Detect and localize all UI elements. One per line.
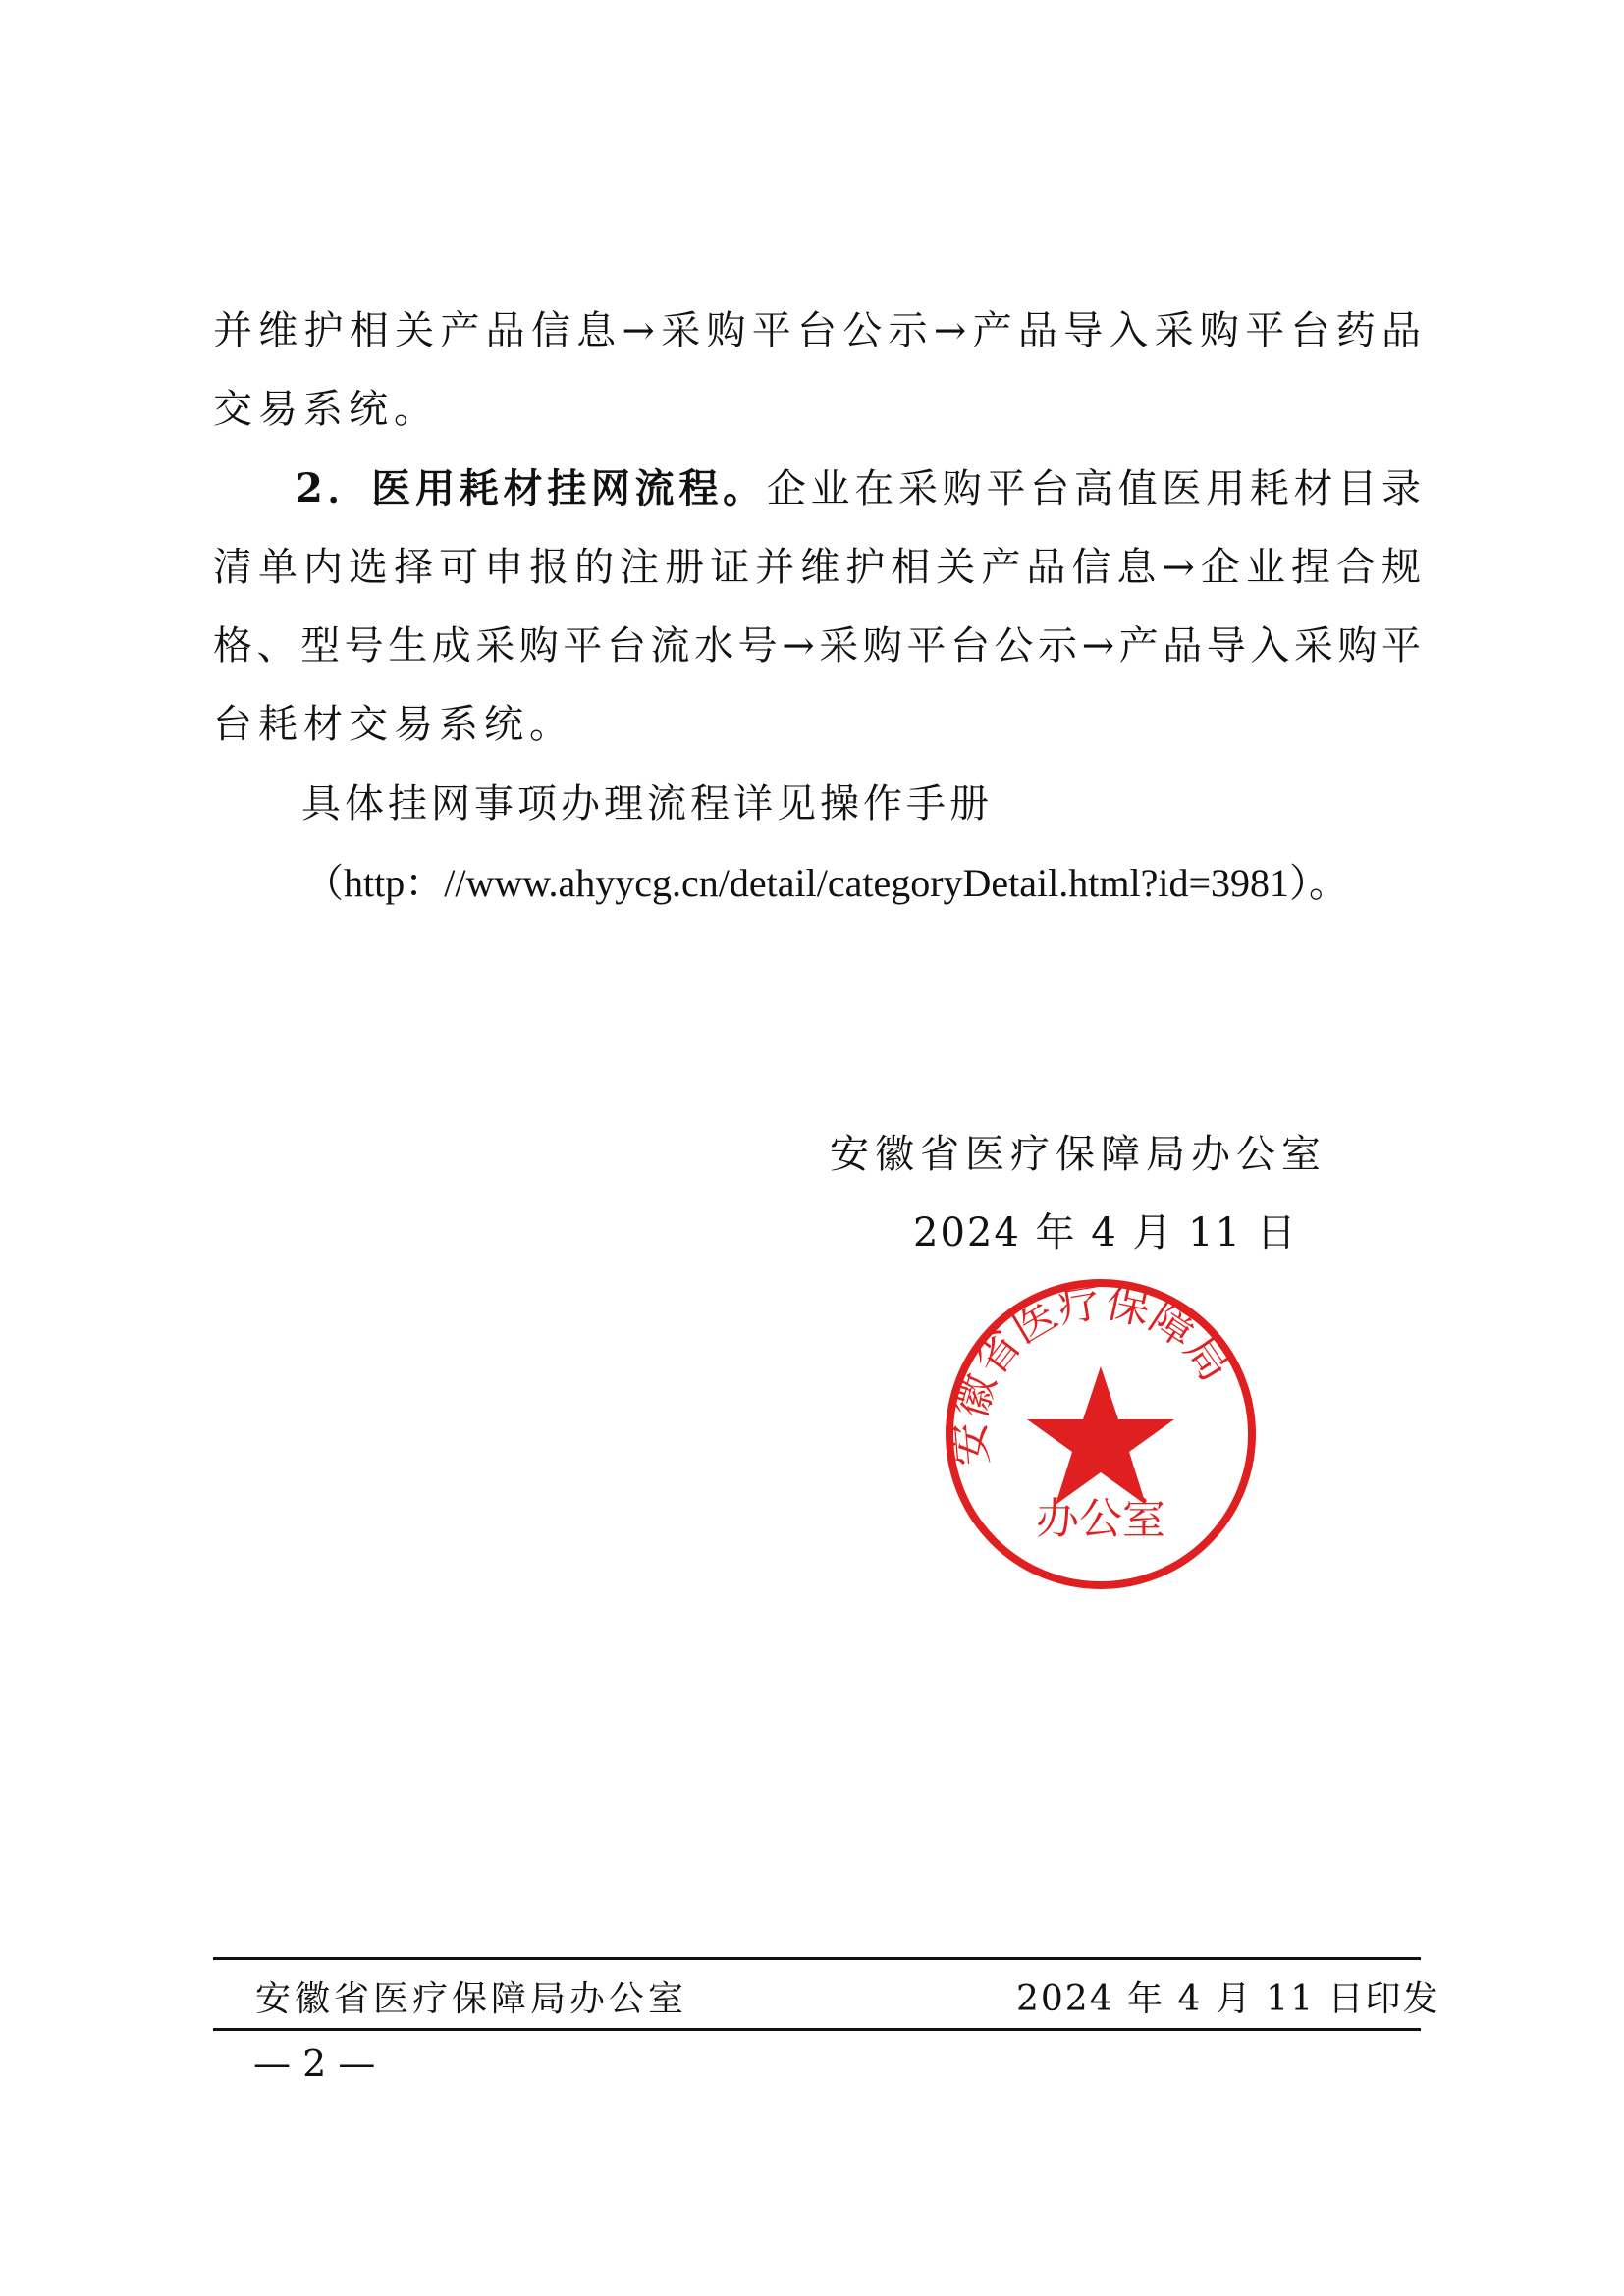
seal-text-arc: 安徽省医疗保障局: [944, 1276, 1240, 1468]
manual-url: （http：//www.ahyycg.cn/detail/categoryDetail.html?id=3981）。: [304, 861, 1349, 905]
body-line-4: 清单内选择可申报的注册证并维护相关产品信息→企业捏合规: [213, 545, 1421, 590]
manual-note: 具体挂网事项办理流程详见操作手册: [301, 781, 993, 827]
seal-text-bottom: 办公室: [1036, 1494, 1165, 1544]
signature-org: 安徽省医疗保障局办公室: [830, 1132, 1326, 1177]
body-line-2: 交易系统。: [213, 387, 439, 432]
body-line-5: 格、型号生成采购平台流水号→采购平台公示→产品导入采购平: [213, 623, 1421, 668]
official-seal-stamp: [943, 1276, 1259, 1592]
body-line-1: 并维护相关产品信息→采购平台公示→产品导入采购平台药品: [213, 308, 1421, 353]
footer-issued-date: 2024 年 4 月 11 日印发: [1016, 1979, 1440, 2019]
item-2-line: [213, 465, 1421, 512]
signature-date: 2024 年 4 月 11 日: [913, 1210, 1298, 1255]
item-2-text: 企业在采购平台高值医用耗材目录: [766, 466, 1421, 511]
footer-top-rule: [213, 1957, 1421, 1960]
footer-issuer: 安徽省医疗保障局办公室: [255, 1979, 688, 2019]
seal-star-icon: [1027, 1366, 1174, 1505]
footer-bottom-rule: [213, 2028, 1421, 2031]
body-line-6: 台耗材交易系统。: [213, 702, 574, 747]
page-number: — 2 —: [253, 2042, 376, 2085]
item-2-title: 2．医用耗材挂网流程。: [296, 465, 767, 511]
